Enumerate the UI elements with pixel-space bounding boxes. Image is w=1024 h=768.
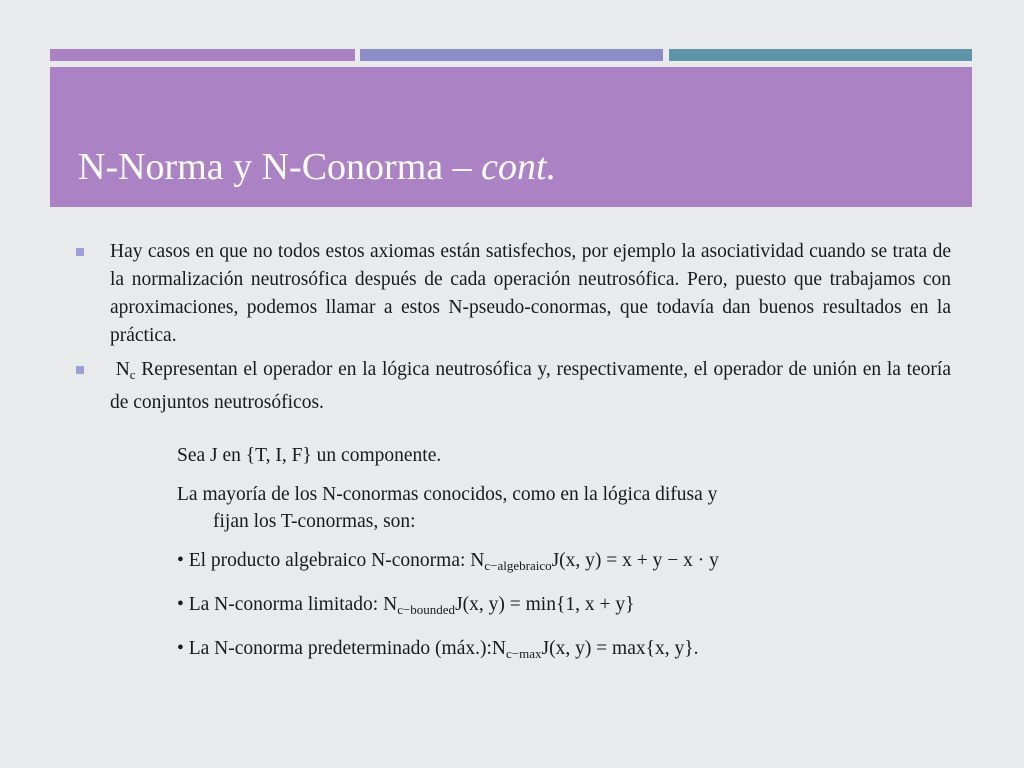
mayoria-line-1: La mayoría de los N-conormas conocidos, como en la lógica difusa y [177, 484, 718, 505]
mayoria-paragraph [177, 481, 937, 535]
item-subscript: c−max [506, 646, 542, 661]
title-band [50, 67, 972, 207]
bullet-item [76, 238, 951, 350]
conorma-details [177, 442, 937, 679]
accent-stripe-blue [360, 49, 663, 61]
square-bullet-icon [76, 366, 84, 374]
conorma-max [177, 635, 937, 667]
item-suffix: J(x, y) = min{1, x + y} [455, 594, 635, 615]
item-suffix: J(x, y) = max{x, y}. [541, 638, 699, 659]
slide-body [76, 238, 951, 423]
bullet-symbol: N [115, 359, 130, 380]
item-prefix: • La N-conorma predeterminado (máx.):N [177, 638, 506, 659]
bullet-symbol-subscript: c [129, 367, 136, 382]
accent-stripe-teal [669, 49, 972, 61]
square-bullet-icon [76, 248, 84, 256]
accent-stripe-purple [50, 49, 355, 61]
item-prefix: • El producto algebraico N-conorma: N [177, 550, 485, 571]
bullet-text: Representan el operador en la lógica neutrosófica y, respectivamente, el operador de unión en la teoría de conjuntos neutrosóficos. [110, 359, 951, 413]
item-subscript: c−bounded [397, 602, 456, 617]
sea-j-line: Sea J en {T, I, F} un componente. [177, 445, 442, 466]
mayoria-line-2: fijan los T-conormas, son: [213, 511, 416, 532]
slide-title [78, 145, 556, 189]
title-italic: cont. [481, 146, 557, 188]
item-subscript: c−algebraico [484, 558, 552, 573]
item-prefix: • La N-conorma limitado: N [177, 594, 398, 615]
title-main: N-Norma y N-Conorma – [78, 146, 482, 188]
conorma-algebraico [177, 547, 937, 579]
conorma-bounded [177, 591, 937, 623]
bullet-item [76, 356, 951, 417]
item-suffix: J(x, y) = x + y − x · y [551, 550, 719, 571]
bullet-text: Hay casos en que no todos estos axiomas están satisfechos, por ejemplo la asociatividad cuando se trata de la normalización neutrosófica después de cada operación neutrosófica. Pero, puesto que trabajamos con aproximaciones, podemos llamar a estos N-pseudo-conormas, que todavía dan buenos resultados en la práctica. [110, 241, 951, 346]
